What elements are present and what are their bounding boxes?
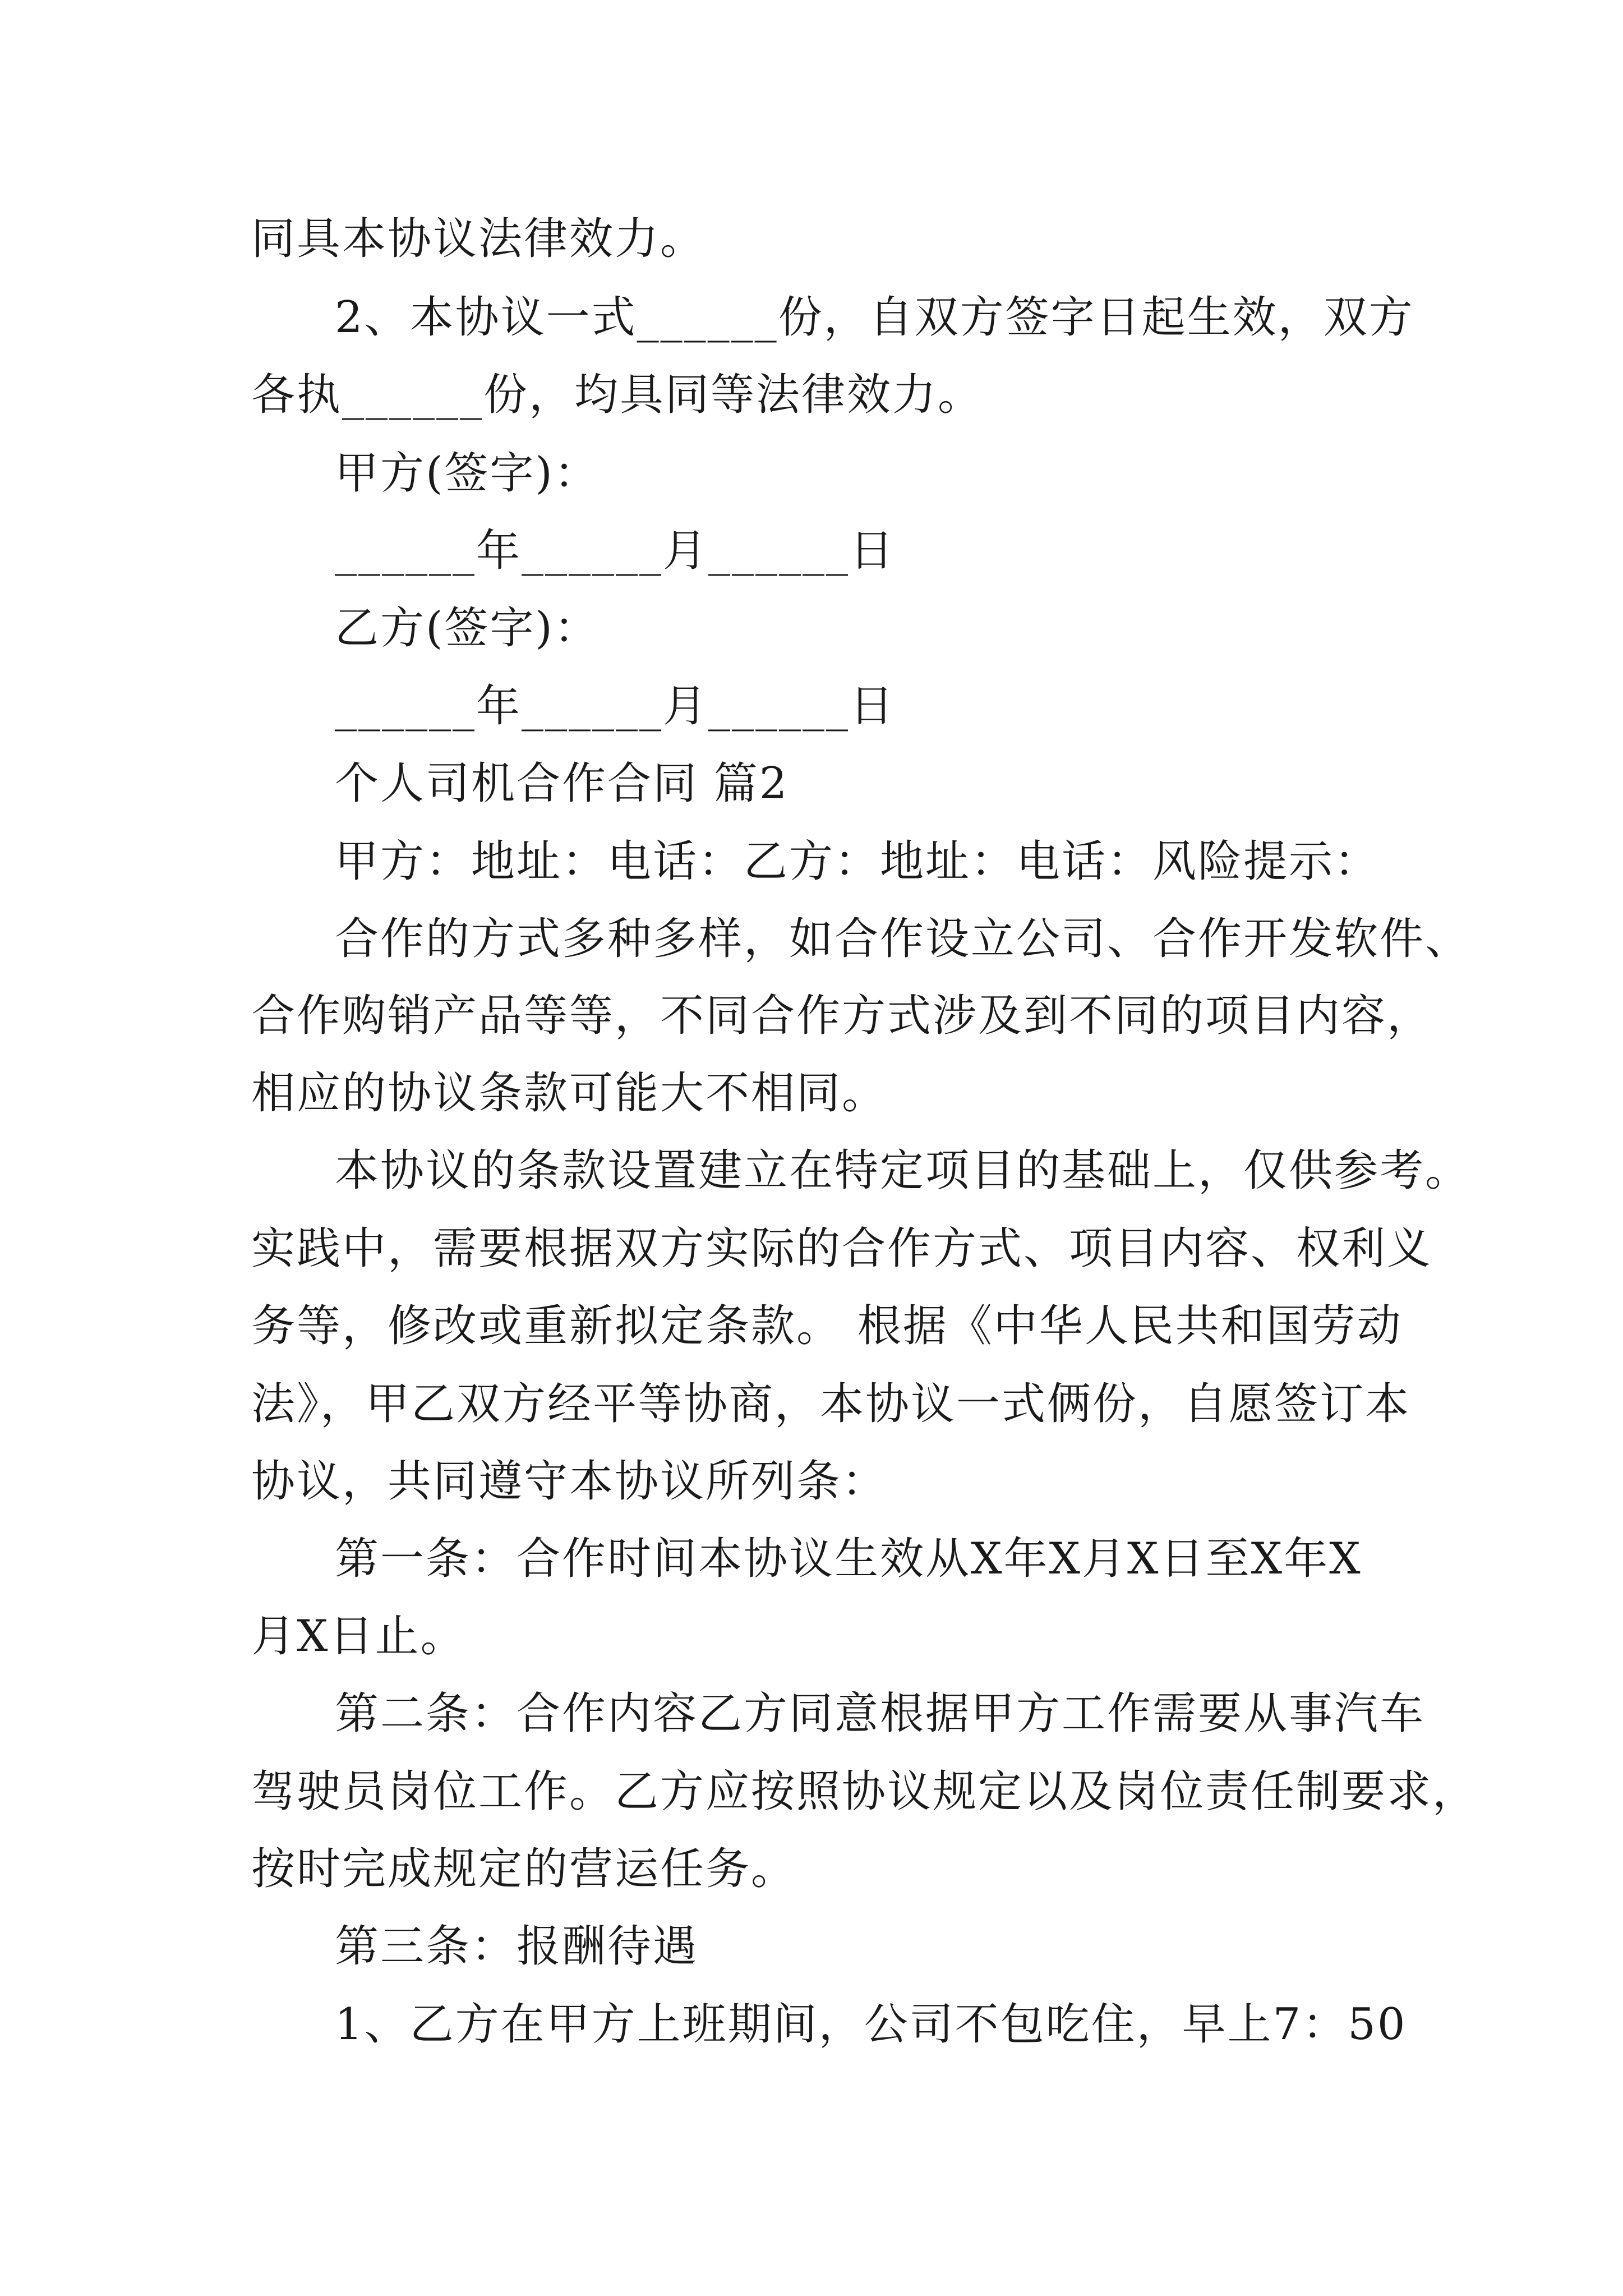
text-line: 2、本协议一式______份，自双方签字日起生效，双方: [335, 292, 1414, 343]
text-line: 甲方(签字)：: [335, 448, 600, 499]
text-line: 1、乙方在甲方上班期间，公司不包吃住，早上7：50: [335, 1999, 1407, 2050]
clause-line: 第二条：合作内容乙方同意根据甲方工作需要从事汽车: [335, 1688, 1426, 1739]
text-line: 相应的协议条款可能大不相同。: [251, 1068, 888, 1119]
section-heading: 个人司机合作合同 篇2: [335, 758, 789, 809]
text-line: 实践中，需要根据双方实际的合作方式、项目内容、权利义: [251, 1223, 1433, 1274]
text-line: 合作购销产品等等，不同合作方式涉及到不同的项目内容，: [251, 991, 1433, 1041]
text-line: 法》，甲乙双方经平等协商，本协议一式俩份，自愿签订本: [251, 1379, 1411, 1429]
text-line: 乙方(签字)：: [335, 603, 600, 654]
clause-line: 第一条：合作时间本协议生效从X年X月X日至X年X: [335, 1534, 1362, 1584]
text-line: 驾驶员岗位工作。乙方应按照协议规定以及岗位责任制要求，: [251, 1766, 1478, 1817]
text-line: 同具本协议法律效力。: [251, 214, 706, 264]
text-line: 协议，共同遵守本协议所列条：: [251, 1456, 888, 1507]
clause-line: 第三条：报酬待遇: [335, 1921, 699, 1972]
date-line: ______年______月______日: [335, 526, 896, 576]
text-line: 按时完成规定的营运任务。: [251, 1844, 797, 1894]
text-line: 合作的方式多种多样，如合作设立公司、合作开发软件、: [335, 914, 1471, 964]
date-line: ______年______月______日: [335, 681, 896, 731]
text-line: 月X日止。: [251, 1611, 466, 1662]
text-line: 各执______份，均具同等法律效力。: [251, 370, 984, 420]
text-line: 甲方：地址：电话：乙方：地址：电话：风险提示：: [335, 836, 1380, 887]
text-line: 务等，修改或重新拟定条款。 根据《中华人民共和国劳动: [251, 1301, 1403, 1351]
text-line: 本协议的条款设置建立在特定项目的基础上，仅供参考。: [335, 1145, 1471, 1196]
